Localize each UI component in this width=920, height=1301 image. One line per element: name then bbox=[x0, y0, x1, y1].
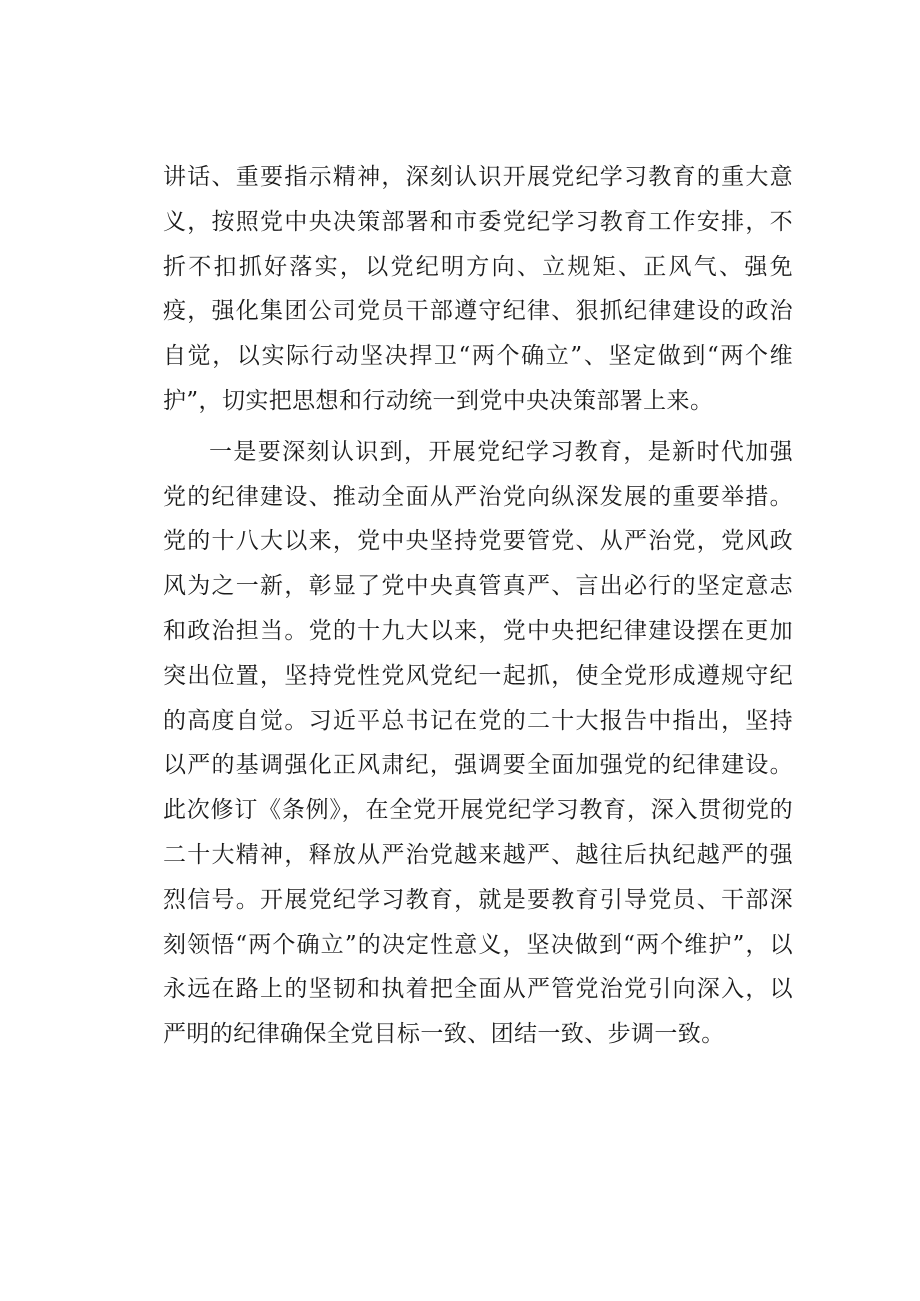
paragraph-continuation: 讲话、重要指示精神，深刻认识开展党纪学习教育的重大意义，按照党中央决策部署和市委党纪学习教育工作安排，不折不扣抓好落实，以党纪明方向、立规矩、正风气、强免疫，强化集团公司党员干部遵守纪律、狠抓纪律建设的政治自觉，以实际行动坚决捍卫“两个确立”、坚定做到“两个维护”，切实把思想和行动统一到党中央决策部署上来。 bbox=[163, 164, 793, 414]
paragraph-point-one: 一是要深刻认识到，开展党纪学习教育，是新时代加强党的纪律建设、推动全面从严治党向纵深发展的重要举措。党的十八大以来，党中央坚持党要管党、从严治党，党风政风为之一新，彰显了党中央真管真严、言出必行的坚定意志和政治担当。党的十九大以来，党中央把纪律建设摆在更加突出位置，坚持党性党风党纪一起抓，使全党形成遵规守纪的高度自觉。习近平总书记在党的二十大报告中指出，坚持以严的基调强化正风肃纪，强调要全面加强党的纪律建设。此次修订《条例》，在全党开展党纪学习教育，深入贯彻党的二十大精神，释放从严治党越来越严、越往后执纪越严的强烈信号。开展党纪学习教育，就是要教育引导党员、干部深刻领悟“两个确立”的决定性意义，坚决做到“两个维护”，以永远在路上的坚韧和执着把全面从严管党治党引向深入，以严明的纪律确保全党目标一致、团结一致、步调一致。 bbox=[163, 438, 793, 1048]
document-body bbox=[163, 155, 793, 1057]
